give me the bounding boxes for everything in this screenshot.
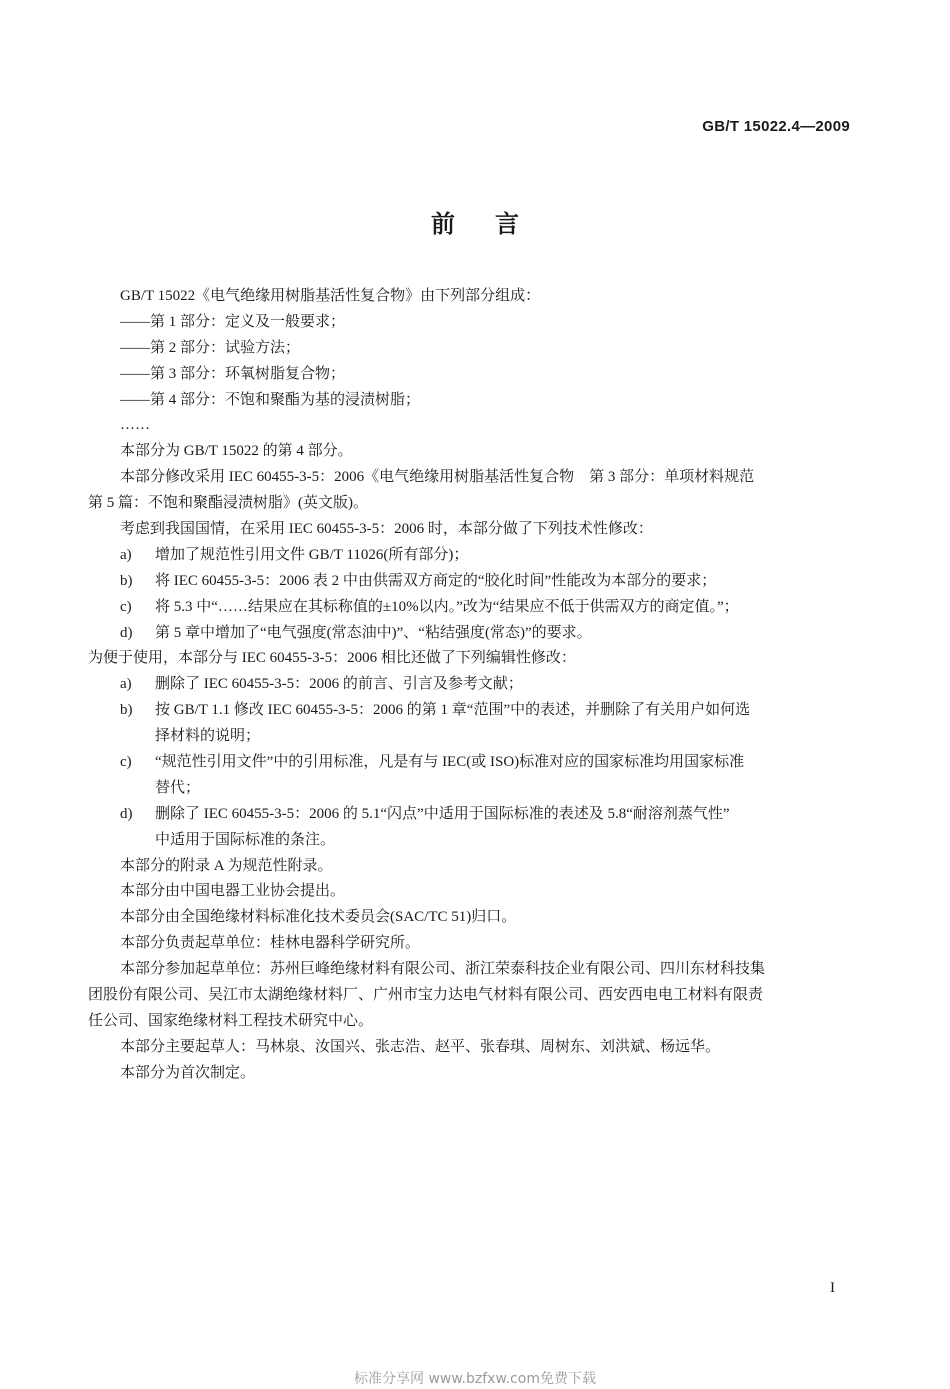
- item-label: c): [120, 754, 132, 771]
- paragraph-editorial: 为便于使用，本部分与 IEC 60455-3-5：2006 相比还做了下列编辑性修改：: [88, 650, 576, 667]
- paragraph-annex: 本部分的附录 A 为规范性附录。: [120, 857, 333, 874]
- paragraph-adoption: 本部分修改采用 IEC 60455-3-5：2006《电气绝缘用树脂基活性复合物 第 3 部分：单项材料规范: [120, 469, 755, 486]
- paragraph-first-edition: 本部分为首次制定。: [120, 1064, 256, 1081]
- part-list-item: ——第 4 部分：不饱和聚酯为基的浸渍树脂；: [120, 391, 421, 408]
- part-list-item: ——第 2 部分：试验方法；: [120, 339, 301, 356]
- paragraph-adoption-cont: 第 5 篇：不饱和聚酯浸渍树脂》(英文版)。: [88, 495, 368, 512]
- item-label: d): [120, 805, 133, 822]
- paragraph-proposed: 本部分由中国电器工业协会提出。: [120, 883, 346, 900]
- part-list-ellipsis: ……: [120, 417, 150, 434]
- edit-item-b-cont: 择材料的说明；: [155, 728, 261, 745]
- item-text: 将 5.3 中“……结果应在其标称值的±10%以内。”改为“结果应不低于供需双方的商定值。”；: [155, 598, 739, 615]
- item-label: b): [120, 702, 133, 719]
- item-text: 增加了规范性引用文件 GB/T 11026(所有部分)；: [155, 546, 469, 563]
- paragraph-part4: 本部分为 GB/T 15022 的第 4 部分。: [120, 443, 353, 460]
- edit-item-d: [88, 802, 858, 828]
- tech-item-b: [88, 569, 858, 595]
- paragraph-technical: 考虑到我国国情，在采用 IEC 60455-3-5：2006 时，本部分做了下列技术性修改：: [120, 521, 653, 538]
- paragraph-lead-drafter: 本部分负责起草单位：桂林电器科学研究所。: [120, 935, 421, 952]
- item-label: a): [120, 676, 132, 693]
- paragraph-committee: 本部分由全国绝缘材料标准化技术委员会(SAC/TC 51)归口。: [120, 909, 517, 926]
- tech-item-c: [88, 595, 858, 621]
- item-text: 第 5 章中增加了“电气强度(常态油中)”、“粘结强度(常态)”的要求。: [155, 624, 592, 641]
- watermark: 标准分享网 www.bzfxw.com免费下载: [354, 1371, 596, 1387]
- edit-item-d-cont: 中适用于国际标准的条注。: [155, 831, 336, 848]
- tech-item-a: [88, 543, 858, 569]
- item-text: 删除了 IEC 60455-3-5：2006 的前言、引言及参考文献；: [155, 676, 523, 693]
- edit-item-c-cont: 替代；: [155, 779, 201, 796]
- item-label: a): [120, 546, 132, 563]
- paragraph-participants-cont: 任公司、国家绝缘材料工程技术研究中心。: [88, 1012, 374, 1029]
- item-text: “规范性引用文件”中的引用标准，凡是有与 IEC(或 ISO)标准对应的国家标准均用国家标准: [155, 754, 745, 771]
- paragraph-participants-cont: 团股份有限公司、吴江市太湖绝缘材料厂、广州市宝力达电气材料有限公司、西安西电电工材料有限责: [88, 987, 764, 1004]
- intro-paragraph: GB/T 15022《电气绝缘用树脂基活性复合物》由下列部分组成：: [120, 288, 541, 304]
- edit-item-b: [88, 698, 858, 724]
- page-number: I: [830, 1280, 835, 1296]
- paragraph-drafters: 本部分主要起草人：马林泉、汝国兴、张志浩、赵平、张春琪、周树东、刘洪斌、杨远华。: [120, 1038, 721, 1055]
- page-title: 前言: [431, 210, 559, 238]
- foreword-body: [88, 284, 858, 1087]
- document-code: GB/T 15022.4—2009: [702, 118, 850, 135]
- part-list-item: ——第 1 部分：定义及一般要求；: [120, 313, 346, 330]
- item-label: c): [120, 598, 132, 615]
- part-list-item: ——第 3 部分：环氧树脂复合物；: [120, 365, 346, 382]
- item-text: 按 GB/T 1.1 修改 IEC 60455-3-5：2006 的第 1 章“范围”中的表述，并删除了有关用户如何选: [155, 702, 751, 719]
- item-label: b): [120, 572, 133, 589]
- item-text: 删除了 IEC 60455-3-5：2006 的 5.1“闪点”中适用于国际标准的表述及 5.8“耐溶剂蒸气性”: [155, 805, 730, 822]
- item-text: 将 IEC 60455-3-5：2006 表 2 中由供需双方商定的“胶化时间”性能改为本部分的要求；: [155, 572, 717, 589]
- tech-item-d: [88, 621, 858, 647]
- edit-item-a: [88, 672, 858, 698]
- edit-item-c: [88, 750, 858, 776]
- item-label: d): [120, 624, 133, 641]
- paragraph-participants: 本部分参加起草单位：苏州巨峰绝缘材料有限公司、浙江荣泰科技企业有限公司、四川东材科技集: [120, 961, 766, 978]
